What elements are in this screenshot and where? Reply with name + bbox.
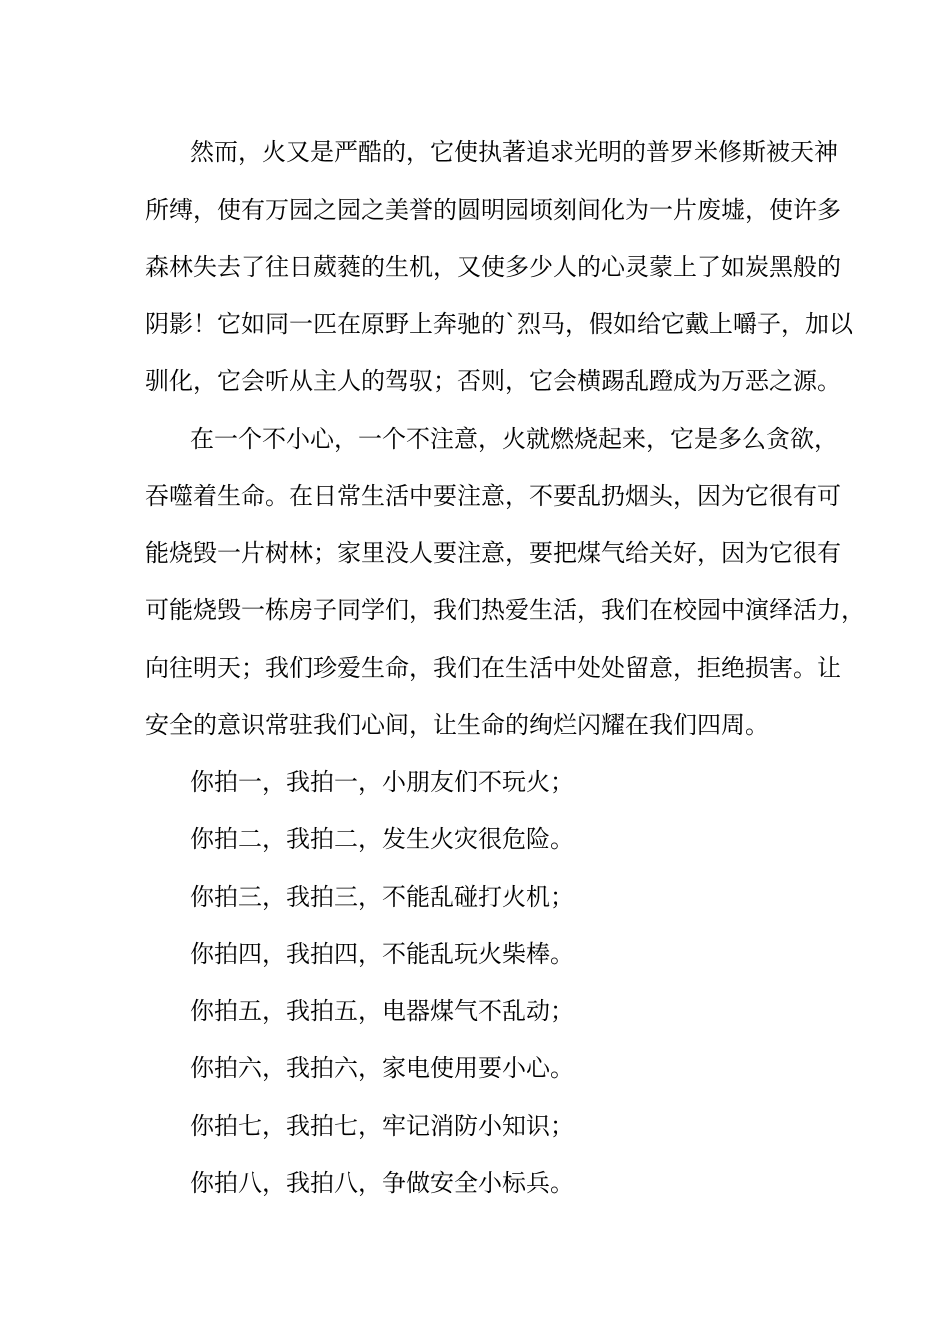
rhyme-line-3: 你拍三，我拍三，不能乱碰打火机； bbox=[190, 883, 574, 911]
rhyme-line-5: 你拍五，我拍五，电器煤气不乱动； bbox=[190, 997, 574, 1025]
paragraph-1-line-3: 森林失去了往日葳蕤的生机，又使多少人的心灵蒙上了如炭黑般的 bbox=[145, 253, 841, 281]
paragraph-1-line-1: 然而，火又是严酷的，它使执著追求光明的普罗米修斯被天神 bbox=[190, 138, 838, 166]
paragraph-2-line-6: 安全的意识常驻我们心间，让生命的绚烂闪耀在我们四周。 bbox=[145, 711, 769, 739]
paragraph-1-line-5: 驯化，它会听从主人的驾驭；否则，它会横踢乱蹬成为万恶之源。 bbox=[145, 367, 841, 395]
paragraph-2-line-3: 能烧毁一片树林；家里没人要注意，要把煤气给关好，因为它很有 bbox=[145, 539, 841, 567]
paragraph-2-line-4: 可能烧毁一栋房子同学们，我们热爱生活，我们在校园中演绎活力， bbox=[145, 596, 865, 624]
paragraph-1-line-4: 阴影！它如同一匹在原野上奔驰的`烈马，假如给它戴上嚼子，加以 bbox=[145, 310, 853, 338]
rhyme-line-1: 你拍一，我拍一，小朋友们不玩火； bbox=[190, 768, 574, 796]
paragraph-2-line-2: 吞噬着生命。在日常生活中要注意，不要乱扔烟头，因为它很有可 bbox=[145, 482, 841, 510]
rhyme-line-4: 你拍四，我拍四，不能乱玩火柴棒。 bbox=[190, 940, 574, 968]
rhyme-line-6: 你拍六，我拍六，家电使用要小心。 bbox=[190, 1054, 574, 1082]
rhyme-line-2: 你拍二，我拍二，发生火灾很危险。 bbox=[190, 825, 574, 853]
paragraph-2-line-1: 在一个不小心，一个不注意，火就燃烧起来，它是多么贪欲， bbox=[190, 425, 838, 453]
paragraph-1-line-2: 所缚，使有万园之园之美誉的圆明园顷刻间化为一片废墟，使许多 bbox=[145, 196, 841, 224]
rhyme-line-8: 你拍八，我拍八，争做安全小标兵。 bbox=[190, 1169, 574, 1197]
rhyme-line-7: 你拍七，我拍七，牢记消防小知识； bbox=[190, 1112, 574, 1140]
paragraph-2-line-5: 向往明天；我们珍爱生命，我们在生活中处处留意，拒绝损害。让 bbox=[145, 654, 841, 682]
